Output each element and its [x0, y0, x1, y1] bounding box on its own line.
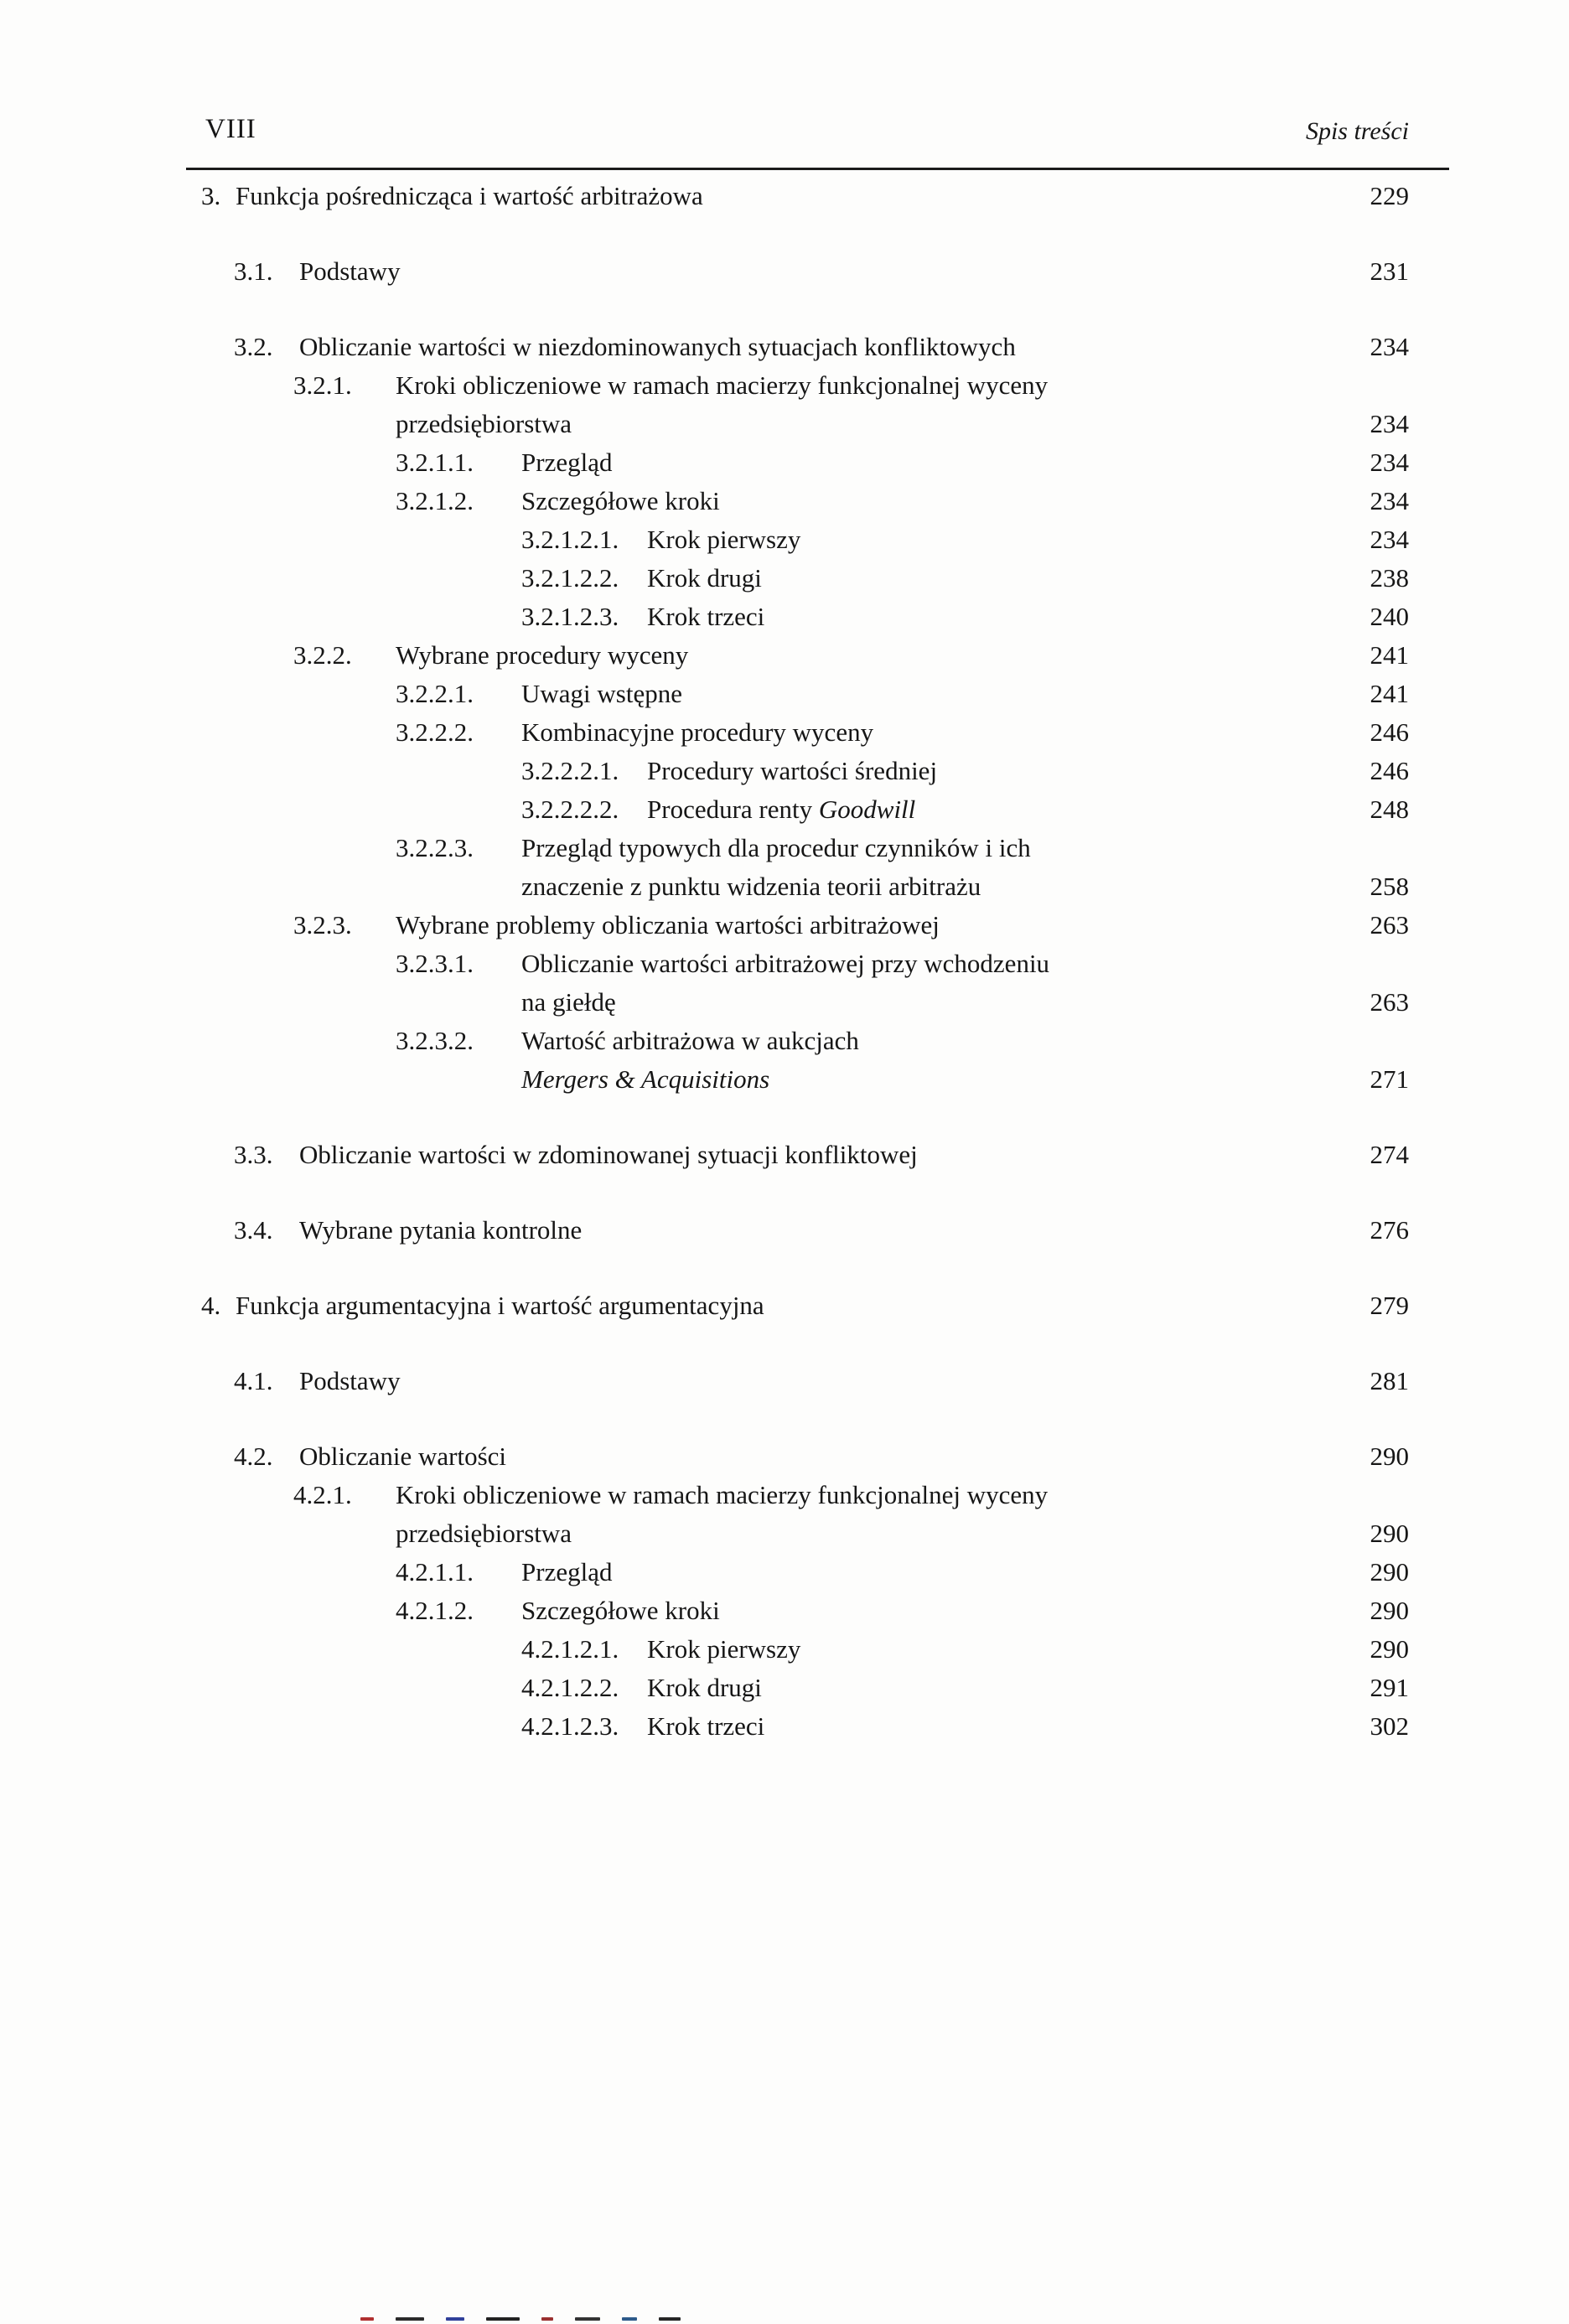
toc-entry-number: 3.: [201, 181, 221, 210]
toc-entry-title: Wartość arbitrażowa w aukcjach Mergers & Acquisitions: [521, 1026, 859, 1094]
toc-entry-title: Szczegółowe kroki: [521, 486, 720, 515]
toc-entry-title: Obliczanie wartości w zdominowanej sytuacji konfliktowej: [299, 1140, 918, 1169]
toc-entry-title: Krok drugi: [647, 1673, 762, 1702]
toc-entry: [0, 1476, 1569, 1553]
toc-entry-number: 4.: [201, 1291, 221, 1320]
toc-entry-number: 4.2.1.2.1.: [521, 1634, 619, 1664]
toc-entry-page-number: 234: [1370, 448, 1409, 477]
toc-entry: [0, 482, 1569, 520]
toc-entry: [0, 829, 1569, 906]
toc-entry-page-number: 241: [1370, 640, 1409, 670]
scan-noise-artifacts: [360, 2316, 681, 2321]
folio-page-number: VIII: [205, 114, 256, 144]
toc-entry-number: 3.2.1.2.3.: [521, 602, 619, 631]
toc-entry: [0, 1707, 1569, 1746]
toc-entry-title: Kroki obliczeniowe w ramach macierzy funkcjonalnej wyceny przedsiębiorstwa: [396, 1480, 1049, 1548]
toc-entry-page-number: 274: [1370, 1140, 1409, 1169]
toc-entry: [0, 906, 1569, 945]
toc-entry-number: 3.1.: [234, 256, 273, 286]
toc-entry-number: 3.2.1.: [293, 370, 352, 400]
toc-entry-title: Przegląd: [521, 448, 613, 477]
toc-entry-number: 3.2.3.: [293, 910, 352, 939]
toc-entry: [0, 1022, 1569, 1099]
toc-entry-title: Krok drugi: [647, 563, 762, 593]
toc-entry-number: 3.2.2.2.: [396, 717, 474, 747]
toc-entry-title: Wybrane problemy obliczania wartości arbitrażowej: [396, 910, 940, 939]
toc-entry: [0, 1592, 1569, 1630]
toc-entry-page-number: 234: [1370, 409, 1409, 438]
toc-entry-title: Podstawy: [299, 1366, 401, 1395]
toc-entry-title: Przegląd typowych dla procedur czynników i ich znaczenie z punktu widzenia teorii arbitrażu: [521, 833, 1031, 901]
toc-entry-title: Procedura renty Goodwill: [647, 795, 916, 824]
toc-entry: [0, 1211, 1569, 1250]
toc-entry-number: 4.2.1.2.2.: [521, 1673, 619, 1702]
toc-entry-title: Krok trzeci: [647, 1711, 765, 1741]
scan-noise-mark: [396, 2317, 424, 2321]
toc-entry-number: 3.4.: [234, 1215, 273, 1245]
scan-noise-mark: [659, 2317, 681, 2321]
toc-entry-page-number: 248: [1370, 795, 1409, 824]
toc-entry: [0, 790, 1569, 829]
toc-entry-page-number: 290: [1370, 1519, 1409, 1548]
toc-entry-page-number: 302: [1370, 1711, 1409, 1741]
toc-entry-page-number: 291: [1370, 1673, 1409, 1702]
toc-entry-number: 4.2.1.1.: [396, 1557, 474, 1586]
toc-entry-number: 3.2.1.1.: [396, 448, 474, 477]
toc-entry-number: 4.1.: [234, 1366, 273, 1395]
toc-entry: [0, 443, 1569, 482]
toc-entry: [0, 675, 1569, 713]
toc-entry: [0, 1553, 1569, 1592]
toc-entry-page-number: 231: [1370, 256, 1409, 286]
toc-entry-title: Uwagi wstępne: [521, 679, 682, 708]
toc-entry-page-number: 290: [1370, 1634, 1409, 1664]
toc-entry-page-number: 234: [1370, 332, 1409, 361]
toc-entry: [0, 177, 1569, 215]
running-head-title: Spis treści: [1305, 117, 1409, 145]
scan-noise-mark: [541, 2317, 553, 2321]
toc-entry-number: 3.2.2.2.2.: [521, 795, 619, 824]
scan-noise-mark: [446, 2317, 464, 2321]
toc-entry-title: Wybrane pytania kontrolne: [299, 1215, 583, 1245]
toc-entry-number: 3.3.: [234, 1140, 273, 1169]
toc-entry-title: Wybrane procedury wyceny: [396, 640, 689, 670]
toc-entry: [0, 1437, 1569, 1476]
toc-entry-title: Obliczanie wartości w niezdominowanych sytuacjach konfliktowych: [299, 332, 1016, 361]
toc-entry-page-number: 281: [1370, 1366, 1409, 1395]
toc-entry-number: 3.2.1.2.1.: [521, 525, 619, 554]
toc-entry-title: Kroki obliczeniowe w ramach macierzy funkcjonalnej wyceny przedsiębiorstwa: [396, 370, 1049, 438]
toc-entry: [0, 1286, 1569, 1325]
toc-entry-number: 3.2.: [234, 332, 273, 361]
toc-entry-page-number: 238: [1370, 563, 1409, 593]
toc-entry: [0, 252, 1569, 291]
toc-entry-number: 4.2.1.2.: [396, 1596, 474, 1625]
scan-noise-mark: [622, 2317, 637, 2321]
toc-entry-number: 3.2.3.1.: [396, 949, 474, 978]
toc-entry-page-number: 258: [1370, 872, 1409, 901]
toc-entry-number: 3.2.1.2.2.: [521, 563, 619, 593]
toc-entry-page-number: 290: [1370, 1442, 1409, 1471]
toc-entry: [0, 1362, 1569, 1400]
toc-entry: [0, 520, 1569, 559]
toc-entry: [0, 328, 1569, 366]
toc-list: [0, 177, 1569, 1746]
toc-entry-page-number: 263: [1370, 987, 1409, 1017]
toc-entry-page-number: 276: [1370, 1215, 1409, 1245]
toc-entry-title: Obliczanie wartości: [299, 1442, 507, 1471]
toc-entry-number: 3.2.2.: [293, 640, 352, 670]
toc-entry-page-number: 241: [1370, 679, 1409, 708]
toc-entry-page-number: 229: [1370, 181, 1409, 210]
toc-entry-page-number: 263: [1370, 910, 1409, 939]
toc-entry-page-number: 246: [1370, 756, 1409, 785]
toc-entry-page-number: 240: [1370, 602, 1409, 631]
toc-entry-title: Krok pierwszy: [647, 525, 801, 554]
toc-entry-number: 4.2.1.2.3.: [521, 1711, 619, 1741]
toc-entry-number: 3.2.3.2.: [396, 1026, 474, 1055]
toc-entry-title: Podstawy: [299, 256, 401, 286]
toc-entry-title: Krok pierwszy: [647, 1634, 801, 1664]
toc-entry-page-number: 234: [1370, 525, 1409, 554]
toc-entry: [0, 945, 1569, 1022]
toc-entry-page-number: 271: [1370, 1064, 1409, 1094]
toc-entry-number: 3.2.2.3.: [396, 833, 474, 862]
toc-entry-title: Szczegółowe kroki: [521, 1596, 720, 1625]
toc-entry-number: 4.2.: [234, 1442, 273, 1471]
toc-entry-page-number: 290: [1370, 1557, 1409, 1586]
toc-entry-title: Procedury wartości średniej: [647, 756, 938, 785]
toc-entry-title: Funkcja argumentacyjna i wartość argumentacyjna: [236, 1291, 764, 1320]
toc-entry-title: Funkcja pośrednicząca i wartość arbitrażowa: [236, 181, 703, 210]
toc-entry: [0, 636, 1569, 675]
toc-entry-title: Obliczanie wartości arbitrażowej przy wchodzeniu na giełdę: [521, 949, 1050, 1017]
toc-entry-number: 3.2.1.2.: [396, 486, 474, 515]
toc-entry-title: Przegląd: [521, 1557, 613, 1586]
toc-entry-number: 4.2.1.: [293, 1480, 352, 1509]
toc-entry-page-number: 246: [1370, 717, 1409, 747]
toc-entry: [0, 752, 1569, 790]
toc-entry-page-number: 234: [1370, 486, 1409, 515]
toc-entry: [0, 1136, 1569, 1174]
toc-entry: [0, 1669, 1569, 1707]
toc-entry: [0, 559, 1569, 598]
toc-entry: [0, 366, 1569, 443]
toc-entry-page-number: 290: [1370, 1596, 1409, 1625]
scan-noise-mark: [575, 2317, 600, 2321]
toc-entry-page-number: 279: [1370, 1291, 1409, 1320]
header-rule: [186, 168, 1449, 170]
toc-entry: [0, 713, 1569, 752]
toc-entry-title: Krok trzeci: [647, 602, 765, 631]
scan-noise-mark: [360, 2317, 374, 2321]
toc-entry-number: 3.2.2.2.1.: [521, 756, 619, 785]
toc-entry-title: Kombinacyjne procedury wyceny: [521, 717, 874, 747]
scan-noise-mark: [486, 2317, 520, 2321]
toc-entry: [0, 598, 1569, 636]
toc-entry: [0, 1630, 1569, 1669]
toc-entry-number: 3.2.2.1.: [396, 679, 474, 708]
